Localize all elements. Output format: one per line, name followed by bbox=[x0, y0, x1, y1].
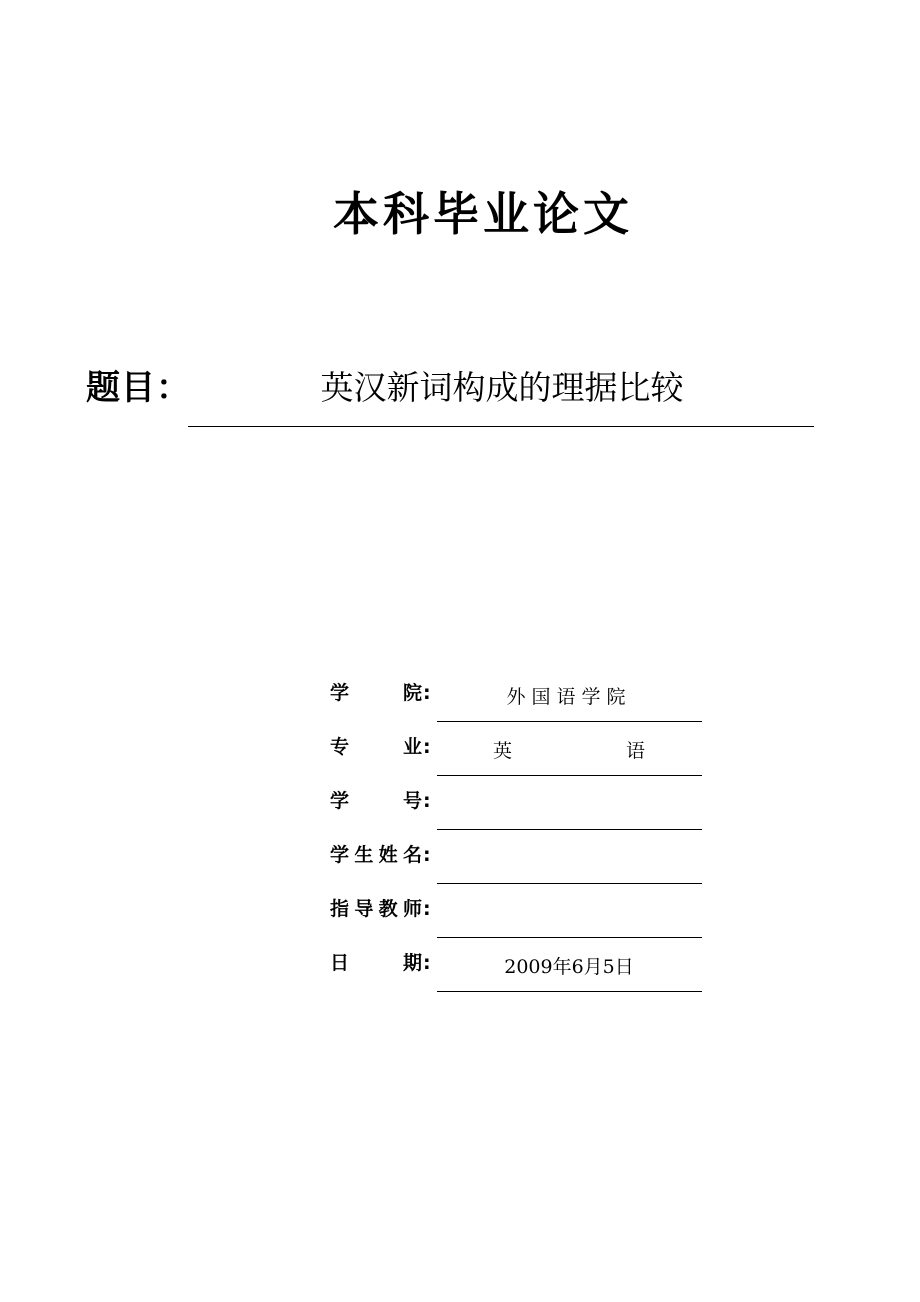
info-row-date bbox=[330, 938, 710, 992]
college-label-text: 学院 bbox=[330, 682, 422, 704]
college-label bbox=[330, 680, 430, 706]
info-row-advisor bbox=[330, 884, 710, 938]
student-id-label-text: 学号 bbox=[330, 790, 422, 812]
major-label-colon: : bbox=[423, 736, 431, 758]
date-underline bbox=[437, 991, 702, 992]
info-row-major bbox=[330, 722, 710, 776]
date-label-colon: : bbox=[423, 952, 431, 974]
major-value: 英语 bbox=[493, 740, 645, 762]
major-label bbox=[330, 734, 430, 760]
info-row-college bbox=[330, 668, 710, 722]
topic-label: 题目： bbox=[86, 368, 191, 408]
main-title: 本科毕业论文 bbox=[333, 187, 633, 241]
student-name-label-text: 学生姓名 bbox=[330, 844, 422, 866]
topic-underline bbox=[188, 426, 814, 427]
date-label-text: 日期 bbox=[330, 952, 422, 974]
major-label-text: 专业 bbox=[330, 736, 422, 758]
advisor-label-colon: : bbox=[423, 898, 431, 920]
student-name-label-colon: : bbox=[423, 844, 431, 866]
student-id-label-colon: : bbox=[423, 790, 431, 812]
date-label bbox=[330, 950, 430, 976]
date-value: 2009年6月5日 bbox=[504, 956, 634, 978]
student-id-label bbox=[330, 788, 430, 814]
info-row-student-name bbox=[330, 830, 710, 884]
college-value: 外国语学院 bbox=[506, 686, 632, 708]
student-name-label bbox=[330, 842, 430, 868]
info-table bbox=[330, 668, 710, 992]
topic-value: 英汉新词构成的理据比较 bbox=[320, 368, 684, 407]
college-label-colon: : bbox=[423, 682, 431, 704]
advisor-label-text: 指导教师 bbox=[330, 898, 422, 920]
info-row-student-id bbox=[330, 776, 710, 830]
advisor-label bbox=[330, 896, 430, 922]
